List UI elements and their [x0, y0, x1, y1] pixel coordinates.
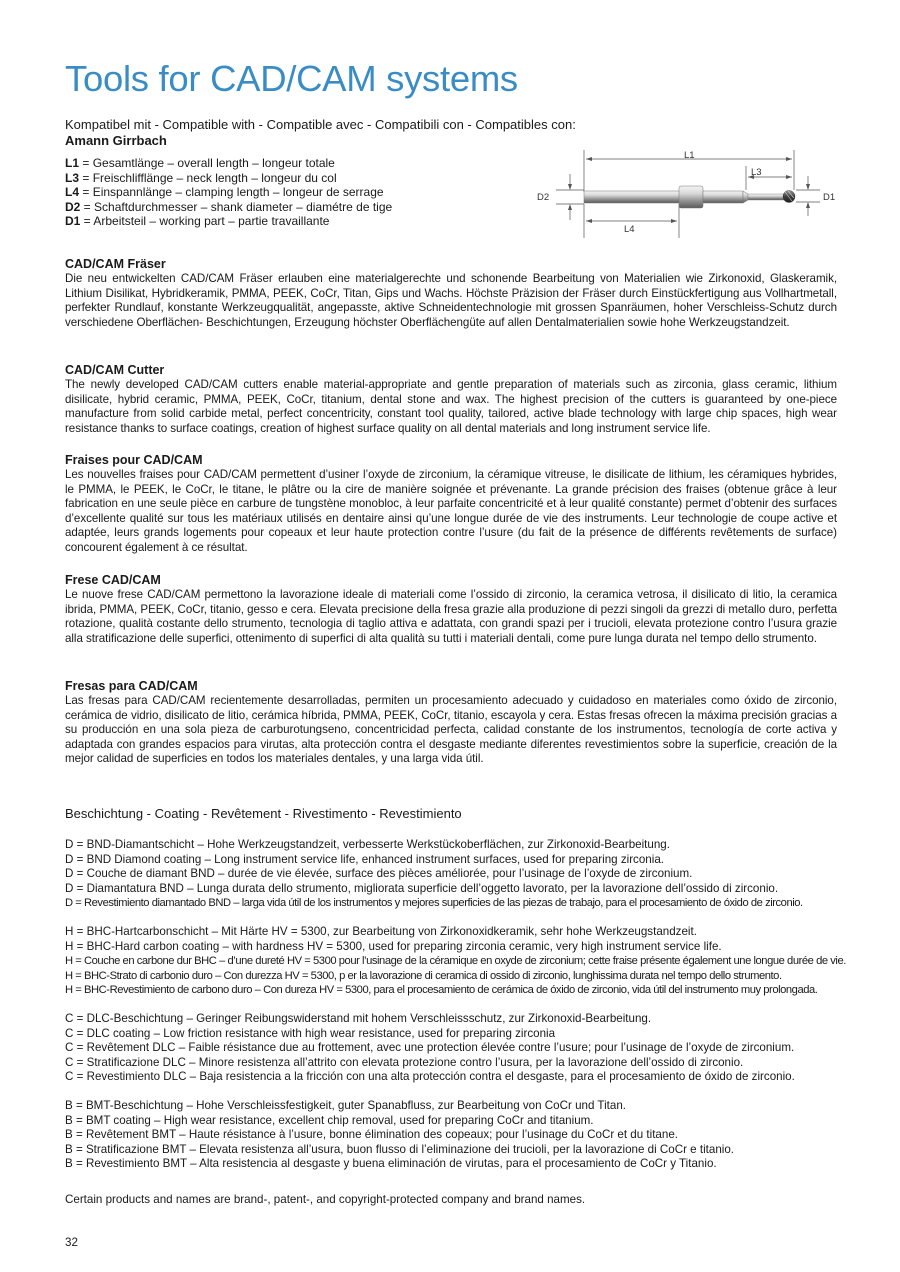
- section-heading: Fresas para CAD/CAM: [65, 679, 198, 693]
- section-heading: Frese CAD/CAM: [65, 573, 161, 587]
- coating-line: H = BHC-Revestimiento de carbono duro – Con dureza HV = 5300, para el procesamiento de cerámica de óxido de zirconio, vida útil del instrumento muy prolongada.: [65, 984, 818, 997]
- coating-line: D = Revestimiento diamantado BND – larga vida útil de los instrumentos y mejores superficies de las piezas de trabajo, para el procesamiento de óxido de zirconio.: [65, 897, 803, 910]
- legend-item-l4: L4 = Einspannlänge – clamping length – longeur de serrage: [65, 185, 384, 200]
- section-body: Les nouvelles fraises pour CAD/CAM permettent d’usiner l’oxyde de zirconium, la céramique vitreuse, le disilicate de lithium, les céramiques hybrides, le PMMA, le PEEK, le CoCr, le titane, le plâtre ou la cire de manière soignée et prévenante. La grande précision des fraises (obtenue grâce à leur fabrication en une seule pièce en carbure de tungstène monobloc, à leur parfaite concentricité et à leur qualité constante) permet d’obtenir des surfaces d’excellente qualité sur tous les matériaux utilisés en dentaire ainsi qu’une longue durée de vie des instruments. Leur technologie de coupe active et adaptée, leurs grands logements pour copeaux et leur haute protection contre l’usure (du fait de la présence de différents revêtements de surface) concourent également à ce résultat.: [65, 468, 837, 554]
- label-l3: L3: [751, 167, 762, 178]
- coating-title: Beschichtung - Coating - Revêtement - Rivestimento - Revestimiento: [65, 806, 462, 821]
- cutter-dimension-drawing: [536, 146, 840, 242]
- coating-line: C = DLC coating – Low friction resistance with high wear resistance, used for preparing zirconia: [65, 1026, 556, 1040]
- coating-line: C = Stratificazione DLC – Minore resistenza all’attrito con elevata protezione contro l’usura, per la lavorazione dell’ossido di zirconio.: [65, 1055, 744, 1069]
- legend-item-d1: D1 = Arbeitsteil – working part – partie travaillante: [65, 214, 330, 229]
- dimension-legend: [65, 156, 392, 229]
- coating-group-c: [65, 1012, 837, 1085]
- coating-line: C = DLC-Beschichtung – Geringer Reibungswiderstand mit hohem Verschleissschutz, zur Zirkonoxid-Bearbeitung.: [65, 1012, 652, 1025]
- coating-line: H = BHC-Hartcarbonschicht – Mit Härte HV = 5300, zur Bearbeitung von Zirkonoxidkeramik, sehr hohe Werkzeugstandzeit.: [65, 925, 697, 938]
- coating-line: H = BHC-Strato di carbonio duro – Con durezza HV = 5300, p er la lavorazione di ceramica di ossido di zirconio, lunghissima durata nel tempo dello strumento.: [65, 969, 782, 982]
- legal-note: Certain products and names are brand-, patent-, and copyright-protected company and brand names.: [65, 1193, 586, 1206]
- section-body: Las fresas para CAD/CAM recientemente desarrolladas, permiten un procesamiento adecuado y cuidadoso en materiales como óxido de zirconio, cerámica de vidrio, disilicato de litio, cerámica híbrida, PMMA, PEEK, CoCr, titanio, escayola y cera. Estas fresas ofrecen la máxima precisión gracias a su producción en una sola pieza de carburotungseno, concentricidad perfecta, calidad constante de los instrumentos, tecnología de corte activa y adaptada con grandes espacios para virutas, alta protección contra el desgaste mediante diferentes revestimientos sobre la superficie, creación de la mejor calidad de superficies en todos los materiales dentales, y una larga vida útil.: [65, 694, 837, 766]
- legend-item-l3: L3 = Freischlifflänge – neck length – longeur du col: [65, 170, 337, 185]
- coating-line: B = BMT-Beschichtung – Hohe Verschleissfestigkeit, guter Spanabfluss, zur Bearbeitung von CoCr und Titan.: [65, 1099, 626, 1112]
- coating-line: B = Revestimiento BMT – Alta resistencia al desgaste y buena eliminación de virutas, para el procesamiento de CoCr y Titanio.: [65, 1157, 717, 1171]
- label-l1: L1: [684, 150, 695, 161]
- page-title: Tools for CAD/CAM systems: [65, 58, 518, 99]
- section-heading: CAD/CAM Fräser: [65, 257, 166, 271]
- section-body: Le nuove frese CAD/CAM permettono la lavorazione ideale di materiali come l’ossido di zirconio, la ceramica vetrosa, il disilicato di litio, la ceramica ibrida, PMMA, PEEK, CoCr, titanio, gesso e cera. Elevata precisione della fresa grazie alla produzione di pezzi singoli da grezzi di metallo duro, perfetta rotazione, qualità costante dello strumento, tecnologia di taglio attiva e adattata, con grandi spazi per i trucioli, elevata protezione contro l’usura grazie alla stratificazione delle superfici, ottenimento di superfici di alta qualità su tutti i materiali dentali, come pure lunga durata nel tempo dello strumento.: [65, 588, 837, 645]
- section-heading: CAD/CAM Cutter: [65, 363, 165, 377]
- section-english: [65, 363, 837, 436]
- coating-line: C = Revestimiento DLC – Baja resistencia a la fricción con una alta protección contra el desgaste, para el procesamiento de óxido de zirconio.: [65, 1070, 795, 1084]
- coating-line: B = Revêtement BMT – Haute résistance à l’usure, bonne élimination des copeaux; pour l’usinage du CoCr et du titane.: [65, 1128, 678, 1142]
- section-body: The newly developed CAD/CAM cutters enable material-appropriate and gentle preparation of materials such as zirconia, glass ceramic, lithium disilicate, hybrid ceramic, PMMA, PEEK, CoCr, titanium, dental stone and wax. The highest precision of the cutters is guaranteed by one-piece manufacture from solid carbide metal, perfect concentricity, constant tool quality, tailored, active blade technology with large chip spaces, high wear resistance thanks to surface coatings, creation of highest surface quality on all dental materials and long instrument service life.: [65, 378, 837, 435]
- compatibility-line: Kompatibel mit - Compatible with - Compatible avec - Compatibili con - Compatibles con:: [65, 117, 576, 132]
- coating-group-b: [65, 1099, 837, 1172]
- section-heading: Fraises pour CAD/CAM: [65, 453, 203, 467]
- coating-line: D = BND-Diamantschicht – Hohe Werkzeugstandzeit, verbesserte Werkstückoberflächen, zur Zirkonoxid-Bearbeitung.: [65, 838, 670, 851]
- coating-line: D = Couche de diamant BND – durée de vie élevée, surface des pièces améliorée, pour l’usinage de l’oxyde de zirconium.: [65, 867, 693, 881]
- coating-line: H = Couche en carbone dur BHC – d’une dureté HV = 5300 pour l’usinage de la céramique en oxyde de zirconium; cette fraise présente également une longue durée de vie.: [65, 955, 846, 968]
- coating-line: D = Diamantatura BND – Lunga durata dello strumento, migliorata superficie dell’oggetto lavorato, per la lavorazione dell’ossido di zirconio.: [65, 881, 779, 895]
- coating-line: D = BND Diamond coating – Long instrument service life, enhanced instrument surfaces, used for preparing zirconia.: [65, 852, 664, 866]
- label-l4: L4: [624, 224, 635, 235]
- coating-group-d: [65, 838, 837, 911]
- section-french: [65, 453, 837, 556]
- section-italian: [65, 573, 837, 646]
- coating-line: B = Stratificazione BMT – Elevata resistenza all’usura, buon flusso di l’eliminazione dei trucioli, per la lavorazione di CoCr e titanio.: [65, 1142, 735, 1156]
- legend-item-l1: L1 = Gesamtlänge – overall length – longeur totale: [65, 156, 335, 170]
- coating-line: C = Revêtement DLC – Faible résistance due au frottement, avec une protection élevée contre l’usure; pour l’usinage de l’oxyde de zirconium.: [65, 1041, 795, 1055]
- label-d1: D1: [823, 192, 836, 203]
- page-number: 32: [65, 1236, 78, 1249]
- section-german: [65, 257, 837, 330]
- label-d2: D2: [537, 192, 550, 203]
- coating-group-h: [65, 925, 846, 998]
- coating-line: H = BHC-Hard carbon coating – with hardness HV = 5300, used for preparing zirconia ceramic, very high instrument service life.: [65, 939, 722, 953]
- coating-line: B = BMT coating – High wear resistance, excellent chip removal, used for preparing CoCr and titanium.: [65, 1113, 594, 1127]
- section-spanish: [65, 679, 837, 767]
- brand-name: Amann Girrbach: [65, 133, 167, 148]
- section-body: Die neu entwickelten CAD/CAM Fräser erlauben eine materialgerechte und schonende Bearbeitung von Materialien wie Zirkonoxid, Glaskeramik, Lithium Disilikat, Hybridkeramik, PMMA, PEEK, CoCr, Titan, Gips und Wachs. Höchste Präzision der Fräser durch Einstückfertigung aus Vollhartmetall, perfekter Rundlauf, konstante Werkzeugqualität, angepasste, aktive Schneidentechnologie mit grossen Spanräumen, hoher Verschleiss-Schutz durch verschiedene Oberflächen- Beschichtungen, Erzeugung höchster Oberflächengüte auf allen Dentalmaterialien sowie hohe Werkzeugstandzeit.: [65, 272, 837, 329]
- legend-item-d2: D2 = Schaftdurchmesser – shank diameter – diamétre de tige: [65, 199, 393, 214]
